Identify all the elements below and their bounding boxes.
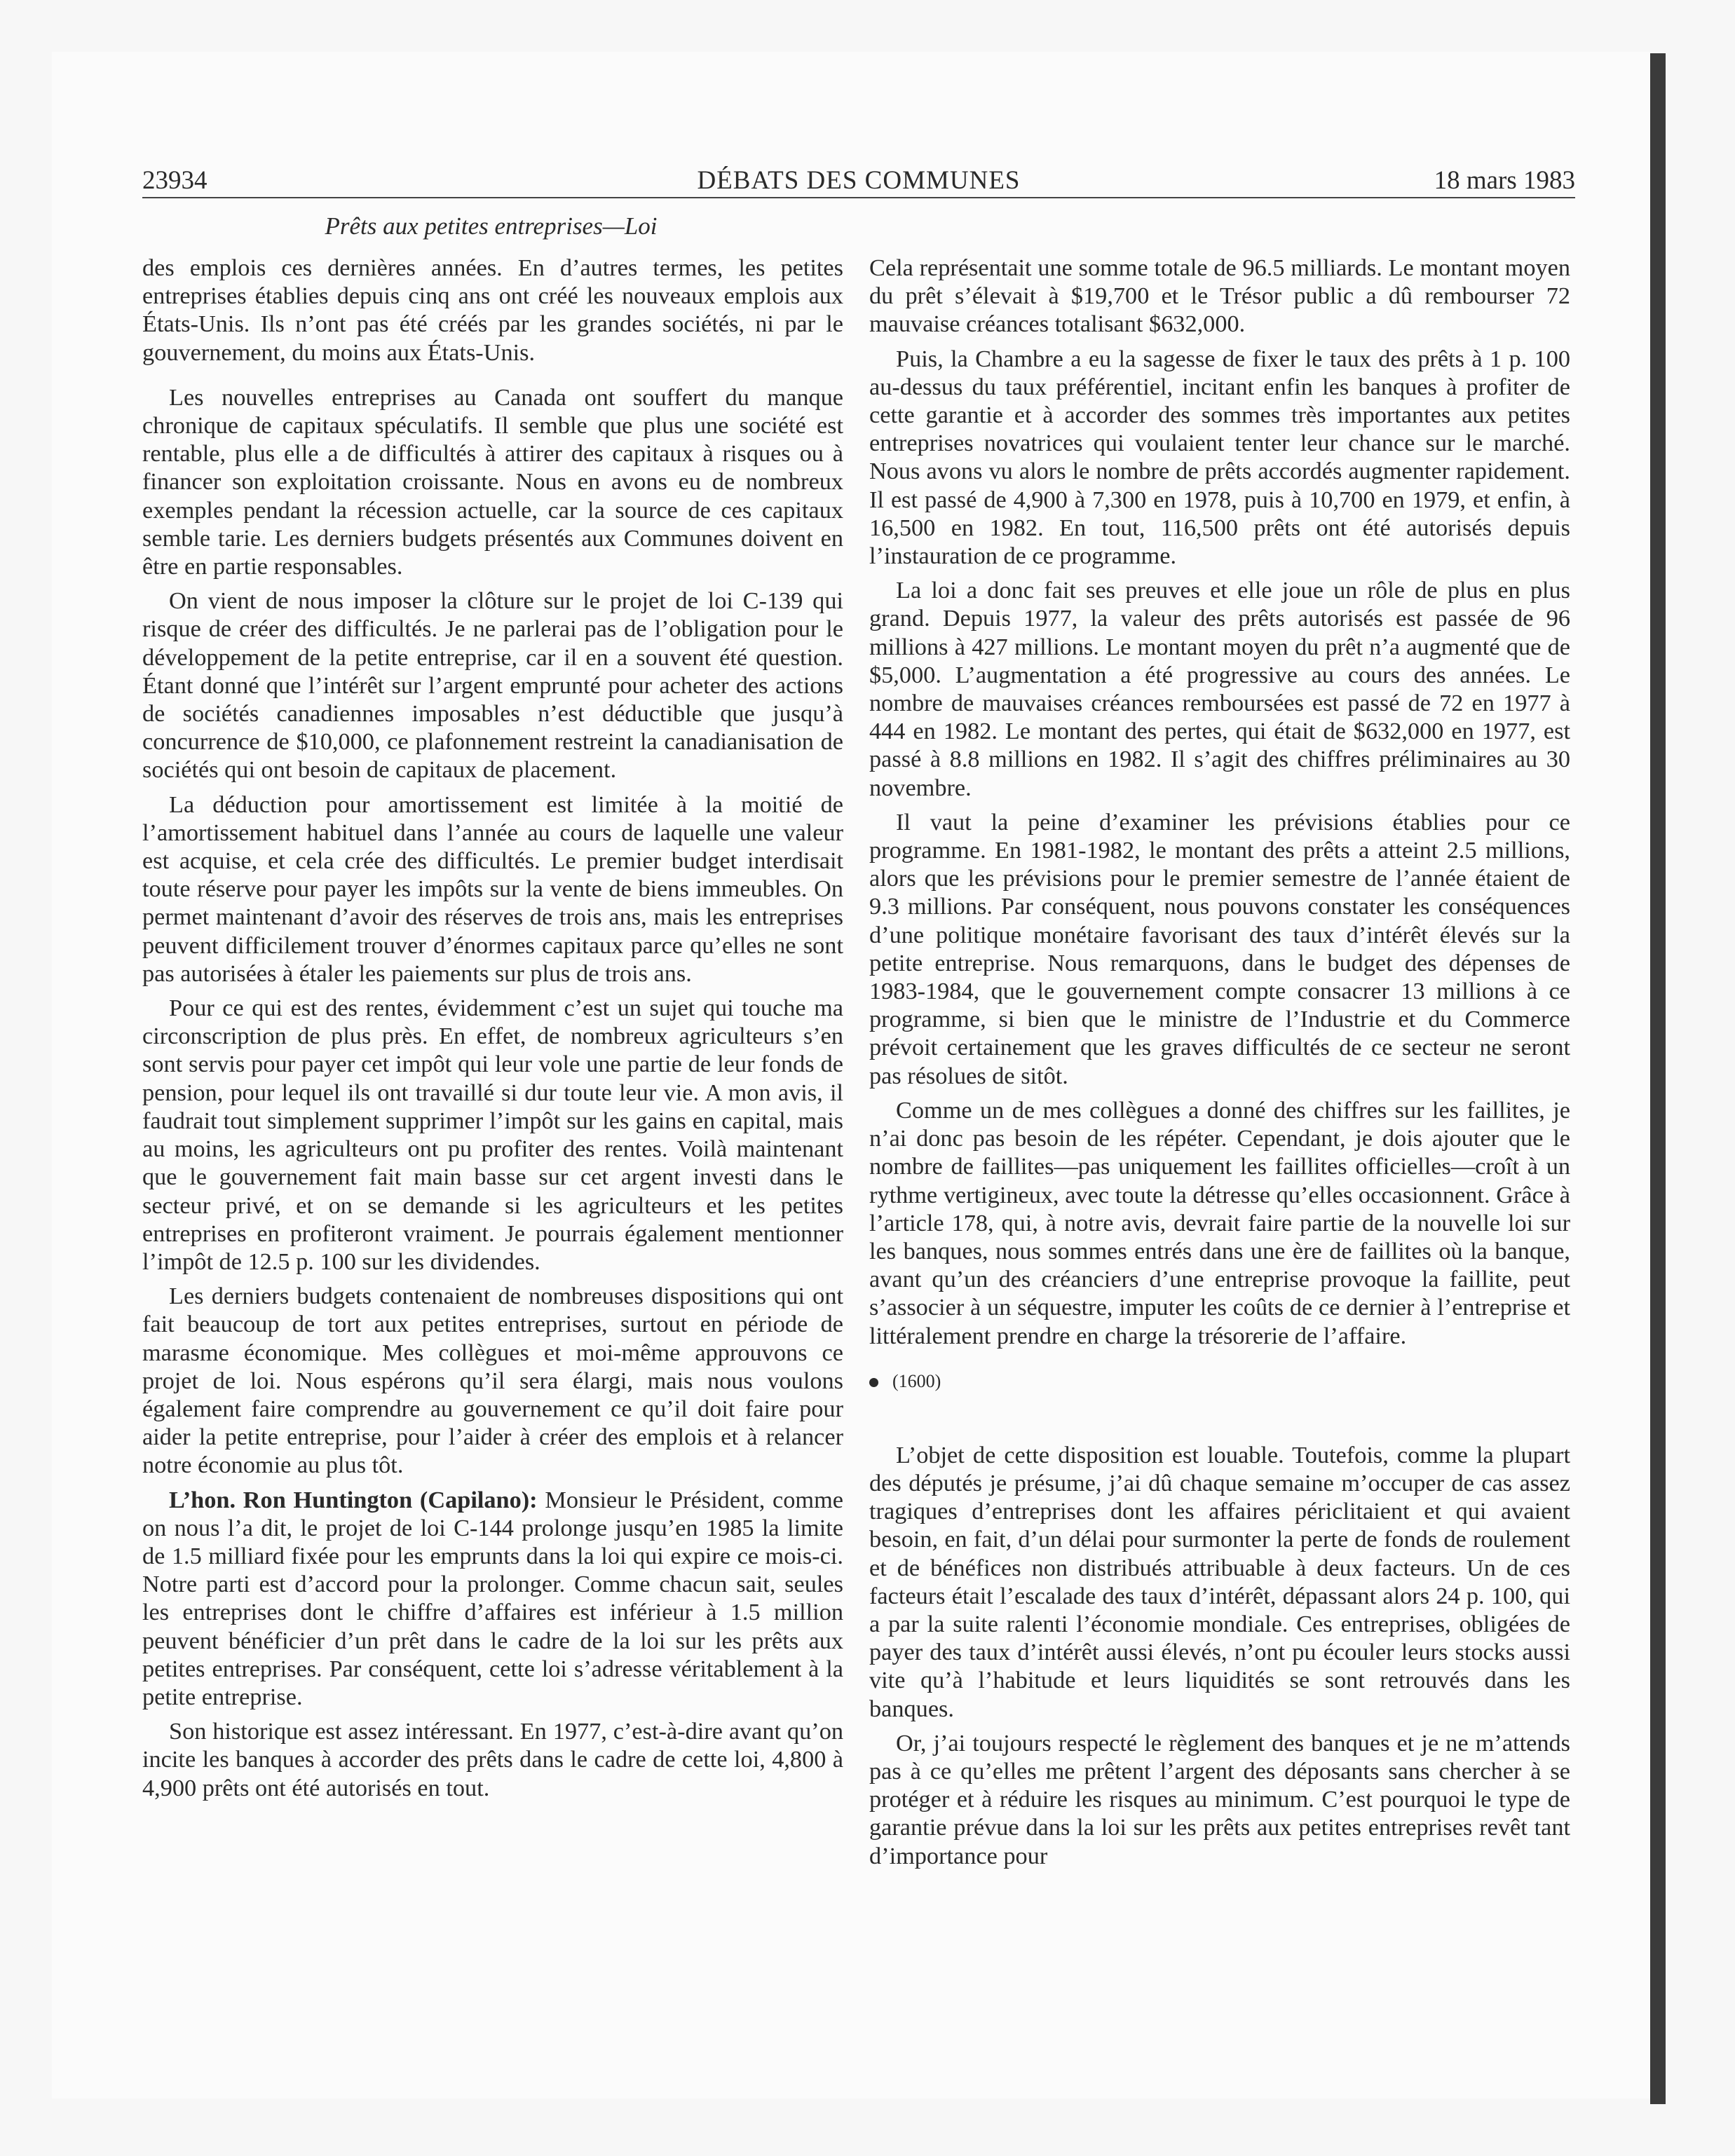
paragraph: Il vaut la peine d’examiner les prévisions établies pour ce programme. En 1981-1982, le montant des prêts a atteint 2.5 millions, alors que les prévisions pour le premier semestre de l’année étaient de 9.3 millions. Par conséquent, nous pouvons constater les conséquences d’une politique monétaire favorisant des taux d’intérêt élevés sur la petite entreprise. Nous remarquons, dans le budget des dépenses de 1983-1984, que le gouvernement compte consacrer 13 millions à ce programme, si bien que le ministre de l’Industrie et du Commerce prévoit certainement que les graves difficultés de ce secteur ne seront pas résolues de sitôt. — [869, 808, 1570, 1089]
paragraph: Puis, la Chambre a eu la sagesse de fixer le taux des prêts à 1 p. 100 au-dessus du taux préférentiel, incitant enfin les banques à profiter de cette garantie et à accorder des sommes très importantes aux petites entreprises novatrices qui voulaient tenter leur chance sur le marché. Nous avons vu alors le nombre de prêts accordés augmenter rapidement. Il est passé de 4,900 à 7,300 en 1978, puis à 10,700 en 1979, et enfin, à 16,500 en 1982. En tout, 116,500 prêts ont été autorisés depuis l’instauration de ce programme. — [869, 345, 1570, 570]
publication-title: DÉBATS DES COMMUNES — [697, 166, 1021, 195]
paragraph: Les nouvelles entreprises au Canada ont souffert du manque chronique de capitaux spéculatifs. Il semble que plus une société est rentable, plus elle a de difficultés à attirer des capitaux à risques ou à financer son exploitation croissante. Nous en avons eu de nombreux exemples pendant la récession actuelle, car la source de ces capitaux semble tarie. Les derniers budgets présentés aux Communes doivent en être en partie responsables. — [142, 383, 843, 580]
scan-edge-bar — [1650, 53, 1666, 2104]
left-column — [142, 254, 843, 1808]
paragraph: On vient de nous imposer la clôture sur le projet de loi C-139 qui risque de créer des difficultés. Je ne parlerai pas de l’obligation pour le développement de la petite entreprise, car il en a souvent été question. Étant donné que l’intérêt sur l’argent emprunté pour acheter des actions de sociétés canadiennes imposables n’est déductible que jusqu’à concurrence de $10,000, ce plafonnement restreint la canadianisation de sociétés qui ont besoin de capitaux de placement. — [142, 587, 843, 784]
paragraph: La déduction pour amortissement est limitée à la moitié de l’amortissement habituel dans l’année au cours de laquelle une valeur est acquise, et cela crée des difficultés. Le premier budget interdisait toute réserve pour payer les impôts sur la vente de biens immeubles. On permet maintenant d’avoir des réserves de trois ans, mais les entreprises peuvent difficilement trouver d’énormes capitaux parce qu’elles ne sont pas autorisées à étaler les paiements sur plus de trois ans. — [142, 791, 843, 987]
paragraph: Or, j’ai toujours respecté le règlement des banques et je ne m’attends pas à ce qu’elles me prêtent l’argent des déposants sans chercher à se protéger et à réduire les risques au minimum. C’est pourquoi le type de garantie prévue dans la loi sur les prêts aux petites entreprises revêt tant d’importance pour — [869, 1729, 1570, 1869]
speaker-name: L’hon. Ron Huntington (Capilano): — [169, 1486, 538, 1513]
subject-title: Prêts aux petites entreprises—Loi — [325, 212, 658, 240]
paragraph: L’objet de cette disposition est louable. Toutefois, comme la plupart des députés je présume, j’ai dû chaque semaine m’occuper de cas assez tragiques d’entreprises dont les affaires périclitaient et qui avaient besoin, en fait, d’un délai pour surmonter la perte de fonds de roulement et de bénéfices non distribués attribuable à deux facteurs. Un de ces facteurs était l’escalade des taux d’intérêt, dépassant alors 24 p. 100, qui a par la suite ralenti l’économie mondiale. Ces entreprises, obligées de payer des taux d’intérêt aussi élevés, n’ont pu écouler leurs stocks aussi vite qu’à l’habitude et leurs liquidités se sont retrouvés dans les banques. — [869, 1441, 1570, 1722]
speech-text: Monsieur le Président, comme on nous l’a dit, le projet de loi C-144 prolonge jusqu’en 1985 la limite de 1.5 milliard fixée pour les emprunts dans la loi qui expire ce mois-ci. Notre parti est d’accord pour la prolonger. Comme chacun sait, seules les entreprises dont le chiffre d’affaires est inférieur à 1.5 million peuvent bénéficier d’un prêt dans le cadre de la loi sur les prêts aux petites entreprises. Par conséquent, cette loi s’adresse véritablement à la petite entreprise. — [142, 1486, 844, 1710]
paragraph: La loi a donc fait ses preuves et elle joue un rôle de plus en plus grand. Depuis 1977, la valeur des prêts autorisés est passée de 96 millions à 427 millions. Le montant moyen du prêt n’a augmenté que de $5,000. L’augmentation a été progressive au cours des années. Le nombre de mauvaises créances remboursées est passé de 72 en 1977 à 444 en 1982. Le montant des pertes, qui était de $632,000 en 1977, est passé à 8.8 millions en 1982. Il s’agit des chiffres préliminaires au 30 novembre. — [869, 577, 1570, 801]
bullet-icon — [869, 1378, 878, 1387]
page-number: 23934 — [142, 166, 207, 195]
page-header — [142, 165, 1575, 196]
header-rule — [142, 197, 1575, 198]
timestamp-text: (1600) — [892, 1370, 941, 1391]
paragraph: Son historique est assez intéressant. En 1977, c’est-à-dire avant qu’on incite les banques à accorder des prêts dans le cadre de cette loi, 4,800 à 4,900 prêts ont été autorisés en tout. — [142, 1718, 843, 1801]
right-column — [869, 254, 1570, 1876]
paragraph: Pour ce qui est des rentes, évidemment c’est un sujet qui touche ma circonscription de plus près. En effet, de nombreux agriculteurs s’en sont servis pour payer cet impôt qui leur vole une partie de leur fonds de pension, pour lequel ils ont travaillé si dur toute leur vie. A mon avis, il faudrait tout simplement supprimer l’impôt sur les gains en capital, mais au moins, les agriculteurs ont pu profiter des rentes. Voilà maintenant que le gouvernement fait main basse sur cet argent investi dans le secteur privé, et on se demande si les agriculteurs et les petites entreprises en profiteront vraiment. Je pourrais également mentionner l’impôt de 12.5 p. 100 sur les dividendes. — [142, 995, 843, 1275]
paragraph: des emplois ces dernières années. En d’autres termes, les petites entreprises établies depuis cinq ans ont créé les nouveaux emplois aux États-Unis. Ils n’ont pas été créés par les grandes sociétés, ni par le gouvernement, du moins aux États-Unis. — [142, 254, 843, 366]
paragraph: Cela représentait une somme totale de 96.5 milliards. Le montant moyen du prêt s’élevait à $19,700 et le Trésor public a dû rembourser 72 mauvaise créances totalisant $632,000. — [869, 254, 1570, 338]
speech-paragraph — [142, 1486, 843, 1712]
paragraph: Comme un de mes collègues a donné des chiffres sur les faillites, je n’ai donc pas besoin de les répéter. Cependant, je dois ajouter que le nombre de faillites—pas uniquement les faillites officielles—croît à un rythme vertigineux, avec toute la détresse qu’elles occasionnent. Grâce à l’article 178, qui, à notre avis, devrait faire partie de la nouvelle loi sur les banques, nous sommes entrés dans une ère de faillites où la banque, avant qu’un des créanciers d’une entreprise provoque la faillite, peut s’associer à un séquestre, imputer les coûts de ce dernier à l’entreprise et littéralement prendre en charge la trésorerie de l’affaire. — [869, 1096, 1570, 1349]
paragraph: Les derniers budgets contenaient de nombreuses dispositions qui ont fait beaucoup de tort aux petites entreprises, surtout en période de marasme économique. Mes collègues et moi-même approuvons ce projet de loi. Nous espérons qu’il sera élargi, mais nous voulons également faire comprendre au gouvernement ce qu’il doit faire pour aider la petite entreprise, pour l’aider à créer des emplois et à relancer notre économie au plus tôt. — [142, 1283, 843, 1479]
issue-date: 18 mars 1983 — [1434, 166, 1575, 195]
time-marker — [869, 1371, 1570, 1392]
